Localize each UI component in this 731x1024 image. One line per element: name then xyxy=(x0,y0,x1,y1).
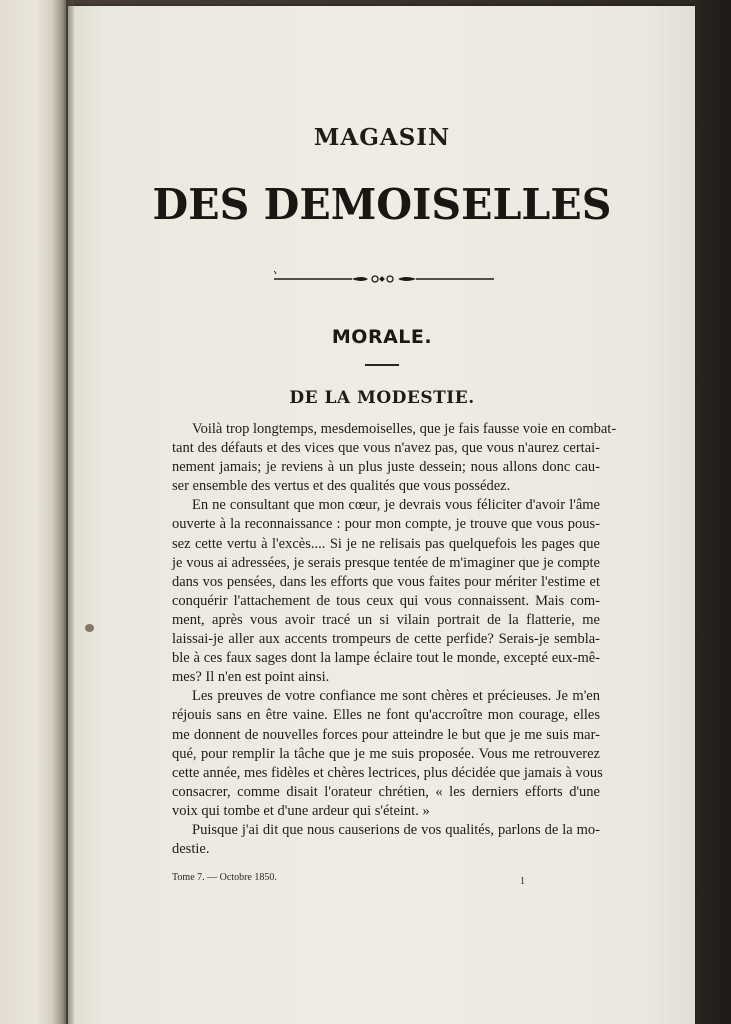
document-page xyxy=(68,6,696,1024)
masthead-large-title: DES DEMOISELLES xyxy=(152,180,612,229)
book-cover-edge xyxy=(695,0,731,1024)
section-subheading: DE LA MODESTIE. xyxy=(289,388,475,408)
page-mark: 1 xyxy=(520,876,525,887)
paragraph-1 xyxy=(172,420,617,496)
paragraph-2 xyxy=(172,496,600,687)
section-heading: MORALE. xyxy=(331,326,433,348)
text-line: conquérir l'attachement de tous ceux qui vous connaissent. Mais com- xyxy=(172,592,600,609)
text-line: cette année, mes fidèles et chères lectrices, plus décidée que jamais à vous xyxy=(172,764,603,781)
text-line: voix qui tombe et d'une ardeur qui s'éteint. » xyxy=(172,802,430,819)
ornament-divider-icon xyxy=(274,271,494,287)
text-line: dans vos pensées, dans les efforts que vous faites pour mériter l'estime et xyxy=(172,573,600,590)
binding-gutter xyxy=(52,0,74,1024)
text-line: En ne consultant que mon cœur, je devrais vous féliciter d'avoir l'âme xyxy=(192,497,600,514)
text-line: mes? Il n'en est point ainsi. xyxy=(172,669,330,686)
text-line: réjouis sans en être vaine. Elles ne font qu'accroître mon courage, elles xyxy=(172,707,600,724)
text-line: Puisque j'ai dit que nous causerions de vos qualités, parlons de la mo- xyxy=(192,821,600,838)
heading-rule xyxy=(365,364,399,366)
text-line: ser ensemble des vertus et des qualités que vous possédez. xyxy=(172,478,511,495)
text-line: nement jamais; je reviens à un plus juste dessein; nous allons donc cau- xyxy=(172,459,600,476)
text-line: me donnent de nouvelles forces pour atteindre le but que je me suis mar- xyxy=(172,726,600,743)
text-line: sez cette vertu à l'excès.... Si je ne relisais pas quelquefois les pages que xyxy=(172,535,600,552)
article-body xyxy=(172,420,617,859)
text-line: ouverte à la reconnaissance : pour mon compte, je trouve que vous pous- xyxy=(172,516,600,533)
paragraph-3 xyxy=(172,687,603,821)
text-line: destie. xyxy=(172,841,210,858)
text-line: ble à ces faux sages dont la lampe éclaire tout le monde, excepté eux-mê- xyxy=(172,650,600,667)
masthead-small-title: MAGASIN xyxy=(313,124,451,151)
text-line: tant des défauts et des vices que vous n'avez pas, que vous n'aurez certai- xyxy=(172,440,600,457)
text-line: laissai-je aller aux accents trompeurs de cette perfide? Serais-je sembla- xyxy=(172,631,600,648)
issue-signature: Tome 7. — Octobre 1850. xyxy=(172,872,277,883)
text-line: ment, après vous avoir tracé un si vilain portrait de la flatterie, me xyxy=(172,611,600,628)
paragraph-4 xyxy=(172,821,600,859)
text-line: qué, pour remplir la tâche que je me suis proposée. Vous me retrouverez xyxy=(172,745,600,762)
text-line: Voilà trop longtemps, mesdemoiselles, que je fais fausse voie en combat- xyxy=(192,421,617,437)
text-line: Les preuves de votre confiance me sont chères et précieuses. Je m'en xyxy=(192,688,600,705)
paper-stain xyxy=(85,624,94,632)
text-line: je vous ai adressées, je serais presque tentée de m'imaginer que je compte xyxy=(172,554,600,571)
text-line: consacrer, comme disait l'orateur chrétien, « les derniers efforts d'une xyxy=(172,783,600,800)
